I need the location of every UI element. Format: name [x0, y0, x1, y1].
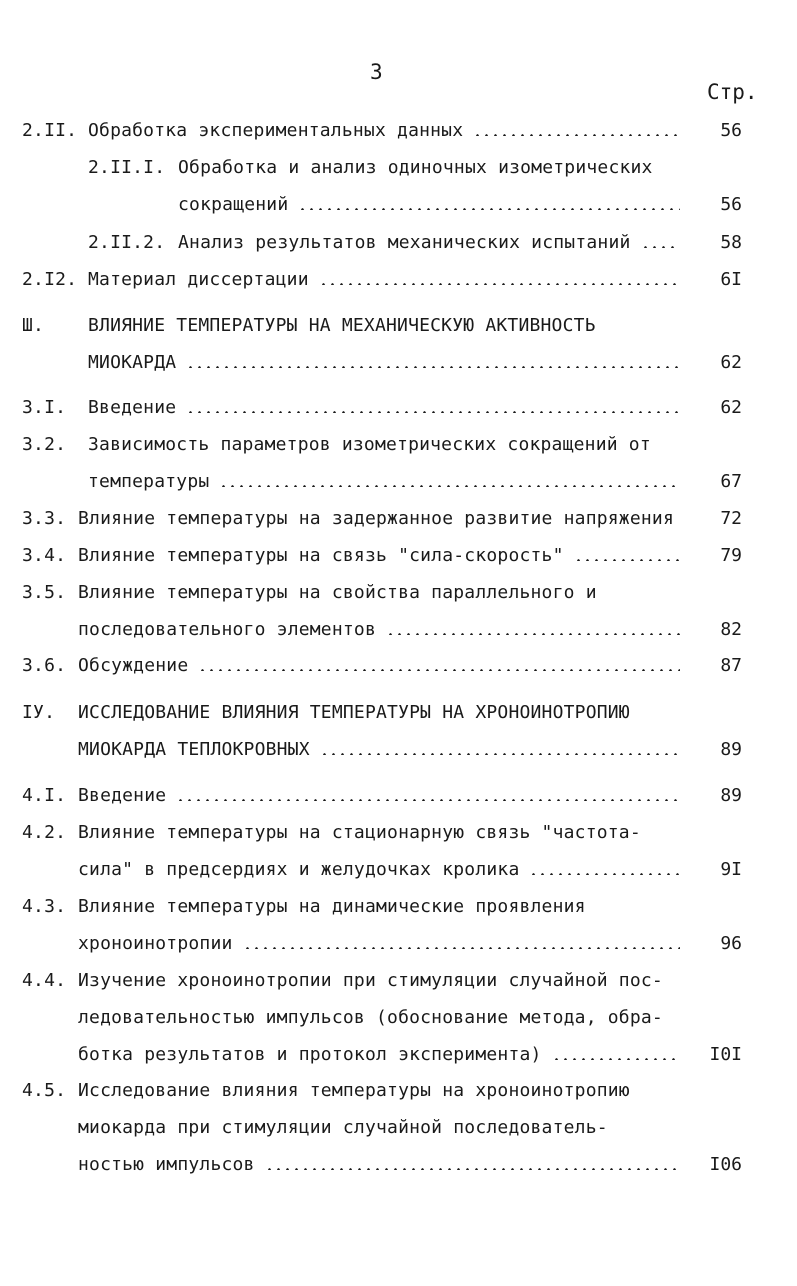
- toc-entry-number: 3.5.: [22, 582, 67, 603]
- toc-entry-page: 89: [720, 739, 742, 760]
- toc-entry-title-line: МИОКАРДА ТЕПЛОКРОВНЫХ: [78, 739, 310, 760]
- dot-leader: [186, 411, 680, 413]
- dot-leader: [529, 873, 680, 875]
- toc-entry-title-line: МИОКАРДА: [88, 352, 177, 373]
- toc-entry-title-line: ВЛИЯНИЕ ТЕМПЕРАТУРЫ НА МЕХАНИЧЕСКУЮ АКТИВНОСТЬ: [88, 315, 596, 336]
- toc-entry-title-line: Влияние температуры на свойства параллельного и: [78, 582, 597, 603]
- toc-entry-title-line: Влияние температуры на динамические проявления: [78, 896, 586, 917]
- toc-entry-page: I06: [709, 1154, 742, 1175]
- toc-entry-page: 79: [720, 545, 742, 566]
- toc-entry-title-line: температуры: [88, 471, 210, 492]
- toc-entry-title-line: Исследование влияния температуры на хроноинотропию: [78, 1080, 630, 1101]
- dot-leader: [198, 669, 680, 671]
- dot-leader: [574, 559, 680, 561]
- toc-entry-page: 67: [720, 471, 742, 492]
- toc-entry-number: 4.3.: [22, 896, 67, 917]
- dot-leader: [243, 947, 680, 949]
- dot-leader: [186, 366, 680, 368]
- toc-entry-page: 6I: [720, 269, 742, 290]
- toc-entry-number: 4.5.: [22, 1080, 67, 1101]
- toc-entry-number: 2.I2.: [22, 269, 78, 290]
- toc-entry-page: 82: [720, 619, 742, 640]
- toc-entry-number: 3.4.: [22, 545, 67, 566]
- dot-leader: [176, 799, 680, 801]
- dot-leader: [298, 208, 680, 210]
- toc-entry-page: 87: [720, 655, 742, 676]
- toc-entry-title-line: сила" в предсердиях и желудочках кролика: [78, 859, 520, 880]
- toc-entry-title-line: Материал диссертации: [88, 269, 309, 290]
- dot-leader: [473, 134, 680, 136]
- toc-entry-number: 2.II.2.: [88, 232, 166, 253]
- toc-entry-number: 4.2.: [22, 822, 67, 843]
- toc-entry-page: 56: [720, 194, 742, 215]
- toc-entry-title-line: миокарда при стимуляции случайной последователь-: [78, 1117, 608, 1138]
- toc-entry-number: 2.II.: [22, 120, 78, 141]
- toc-entry-title-line: Зависимость параметров изометрических сокращений от: [88, 434, 651, 455]
- page-column-label: Стр.: [707, 80, 758, 104]
- toc-entry-number: 3.3.: [22, 508, 67, 529]
- toc-entry-page: 62: [720, 397, 742, 418]
- toc-entry-page: 62: [720, 352, 742, 373]
- toc-entry-number: 4.4.: [22, 970, 67, 991]
- toc-entry-page: 96: [720, 933, 742, 954]
- toc-entry-title-line: ледовательностью импульсов (обоснование метода, обра-: [78, 1007, 663, 1028]
- dot-leader: [641, 246, 680, 248]
- dot-leader: [386, 633, 680, 635]
- dot-leader: [552, 1058, 680, 1060]
- toc-entry-number: 4.I.: [22, 785, 67, 806]
- toc-entry-page: 56: [720, 120, 742, 141]
- toc-entry-number: 2.II.I.: [88, 157, 166, 178]
- toc-entry-title-line: Обсуждение: [78, 655, 189, 676]
- toc-entry-title-line: Анализ результатов механических испытаний: [178, 232, 631, 253]
- toc-entry-title-line: Обработка и анализ одиночных изометрических: [178, 157, 653, 178]
- toc-entry-title-line: Введение: [88, 397, 177, 418]
- toc-entry-number: 3.I.: [22, 397, 67, 418]
- toc-entry-title-line: Изучение хроноинотропии при стимуляции случайной пос-: [78, 970, 663, 991]
- toc-entry-title-line: Введение: [78, 785, 167, 806]
- toc-entry-title-line: Влияние температуры на стационарную связь "частота-: [78, 822, 641, 843]
- dot-leader: [219, 485, 680, 487]
- toc-entry-title-line: ИССЛЕДОВАНИЕ ВЛИЯНИЯ ТЕМПЕРАТУРЫ НА ХРОНОИНОТРОПИЮ: [78, 702, 630, 723]
- toc-entry-page: 89: [720, 785, 742, 806]
- toc-entry-number: Ш.: [22, 315, 45, 336]
- toc-entry-title-line: хроноинотропии: [78, 933, 233, 954]
- dot-leader: [320, 753, 680, 755]
- toc-entry-page: 9I: [720, 859, 742, 880]
- toc-entry-title-line: ботка результатов и протокол эксперимента): [78, 1044, 542, 1065]
- toc-entry-title-line: ностью импульсов: [78, 1154, 255, 1175]
- toc-entry-number: IУ.: [22, 702, 56, 723]
- toc-entry-number: 3.6.: [22, 655, 67, 676]
- dot-leader: [265, 1168, 680, 1170]
- toc-entry-page: 72: [720, 508, 742, 529]
- toc-entry-title-line: Влияние температуры на связь "сила-скорость": [78, 545, 564, 566]
- dot-leader: [319, 283, 680, 285]
- toc-entry-number: 3.2.: [22, 434, 67, 455]
- toc-entry-title-line: сокращений: [178, 194, 289, 215]
- toc-entry-title-line: Влияние температуры на задержанное развитие напряжения: [78, 508, 674, 529]
- page-number: 3: [370, 60, 383, 84]
- toc-entry-title-line: последовательного элементов: [78, 619, 376, 640]
- toc-entry-page: 58: [720, 232, 742, 253]
- toc-entry-page: I0I: [709, 1044, 742, 1065]
- toc-entry-title-line: Обработка экспериментальных данных: [88, 120, 464, 141]
